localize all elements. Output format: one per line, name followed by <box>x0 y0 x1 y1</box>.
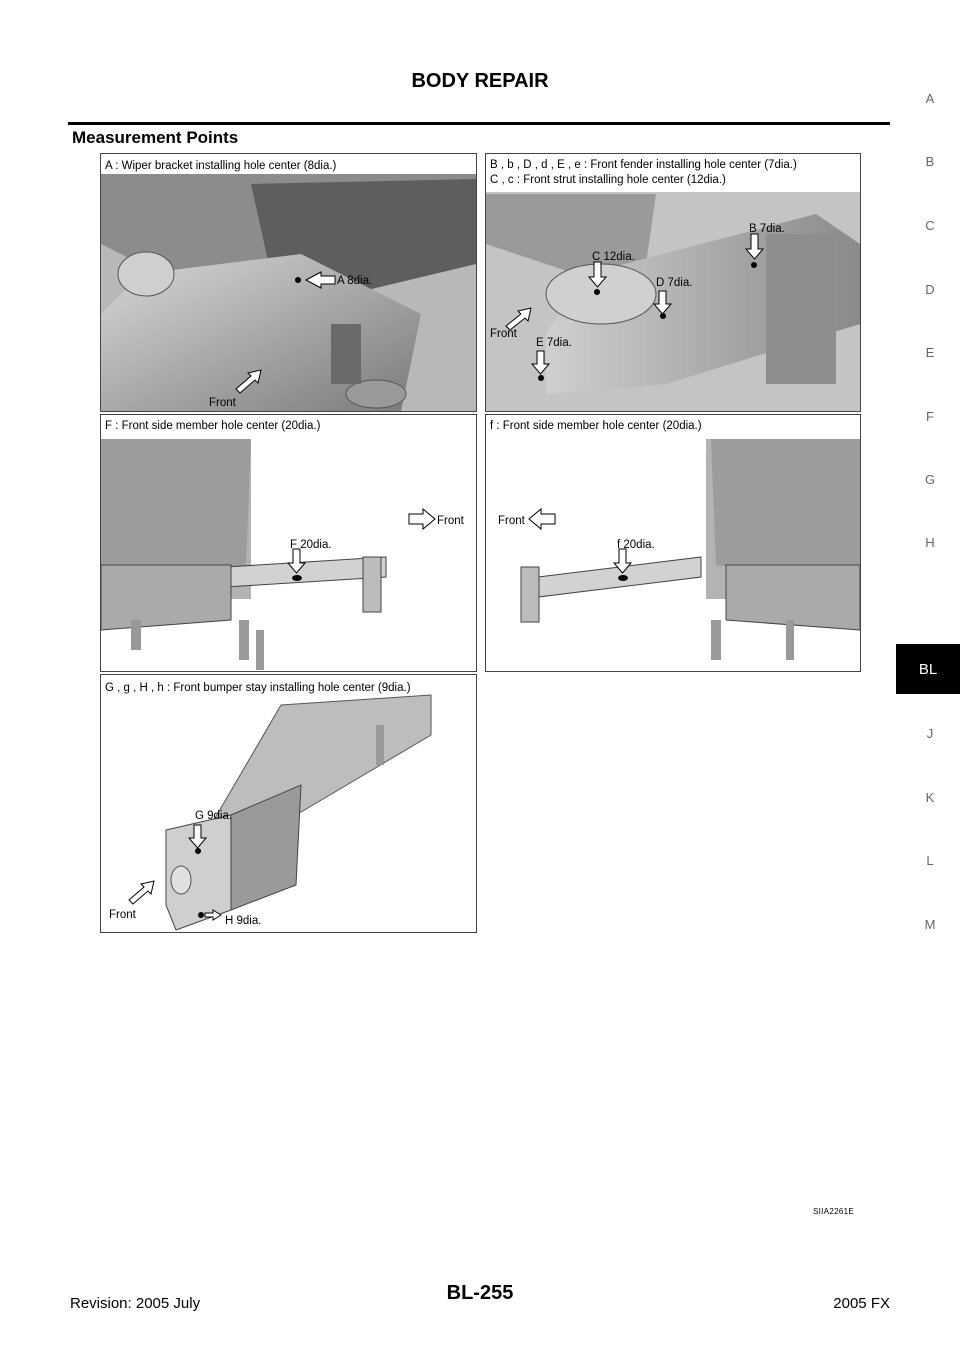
diagram-panel-fender-strut <box>485 153 861 412</box>
diagram-panel-side-member-right <box>485 414 861 672</box>
front-direction-label: Front <box>109 909 136 921</box>
page-header-title: BODY REPAIR <box>411 70 549 92</box>
side-index-letter[interactable]: L <box>926 853 934 868</box>
hole-label: E 7dia. <box>536 337 572 349</box>
caption-line: B , b , D , d , E , e : Front fender installing hole center (7dia.) <box>490 159 797 171</box>
side-index-letter[interactable]: E <box>925 345 935 360</box>
hole-label: F 20dia. <box>290 539 332 551</box>
side-index-letter[interactable]: B <box>925 154 935 169</box>
hole-label: C 12dia. <box>592 251 635 263</box>
hole-label: A 8dia. <box>337 275 373 287</box>
side-index-letter[interactable]: C <box>925 218 935 233</box>
front-direction-label: Front <box>209 397 236 409</box>
caption-line: A : Wiper bracket installing hole center (8dia.) <box>105 160 337 172</box>
hole-label: G 9dia. <box>195 810 233 822</box>
footer-model: 2005 FX <box>833 1295 890 1312</box>
caption-line: f : Front side member hole center (20dia.) <box>490 420 702 432</box>
header-rule <box>68 122 890 125</box>
side-index-letter[interactable]: M <box>924 917 936 932</box>
diagram-panel-wiper-bracket <box>100 153 477 412</box>
footer-revision: Revision: 2005 July <box>70 1295 201 1312</box>
caption-line: F : Front side member hole center (20dia.) <box>105 420 321 432</box>
diagram-panel-side-member-left <box>100 414 477 672</box>
side-index-letter[interactable]: H <box>925 535 935 550</box>
front-direction-label: Front <box>437 515 464 527</box>
hole-label: f 20dia. <box>617 539 655 551</box>
side-index-letter[interactable]: D <box>925 282 935 297</box>
figure-reference-code: SIIA2261E <box>813 1207 854 1216</box>
side-index-letter[interactable]: K <box>925 790 935 805</box>
side-index-letter[interactable]: F <box>926 409 934 424</box>
side-index-letter[interactable]: J <box>926 726 934 741</box>
section-title: Measurement Points <box>72 128 239 147</box>
hole-label: D 7dia. <box>656 277 693 289</box>
hole-label: H 9dia. <box>225 915 262 927</box>
side-index-letter[interactable]: G <box>924 472 936 487</box>
diagram-panel-bumper-stay <box>100 674 477 933</box>
caption-line: C , c : Front strut installing hole center (12dia.) <box>490 174 726 186</box>
side-tab-current[interactable]: BL <box>896 644 960 694</box>
caption-line: G , g , H , h : Front bumper stay installing hole center (9dia.) <box>105 682 411 694</box>
side-index-letter[interactable]: A <box>925 91 935 106</box>
hole-label: B 7dia. <box>749 223 785 235</box>
front-direction-label: Front <box>498 515 525 527</box>
footer-page-number: BL-255 <box>446 1282 514 1304</box>
front-direction-label: Front <box>490 328 517 340</box>
